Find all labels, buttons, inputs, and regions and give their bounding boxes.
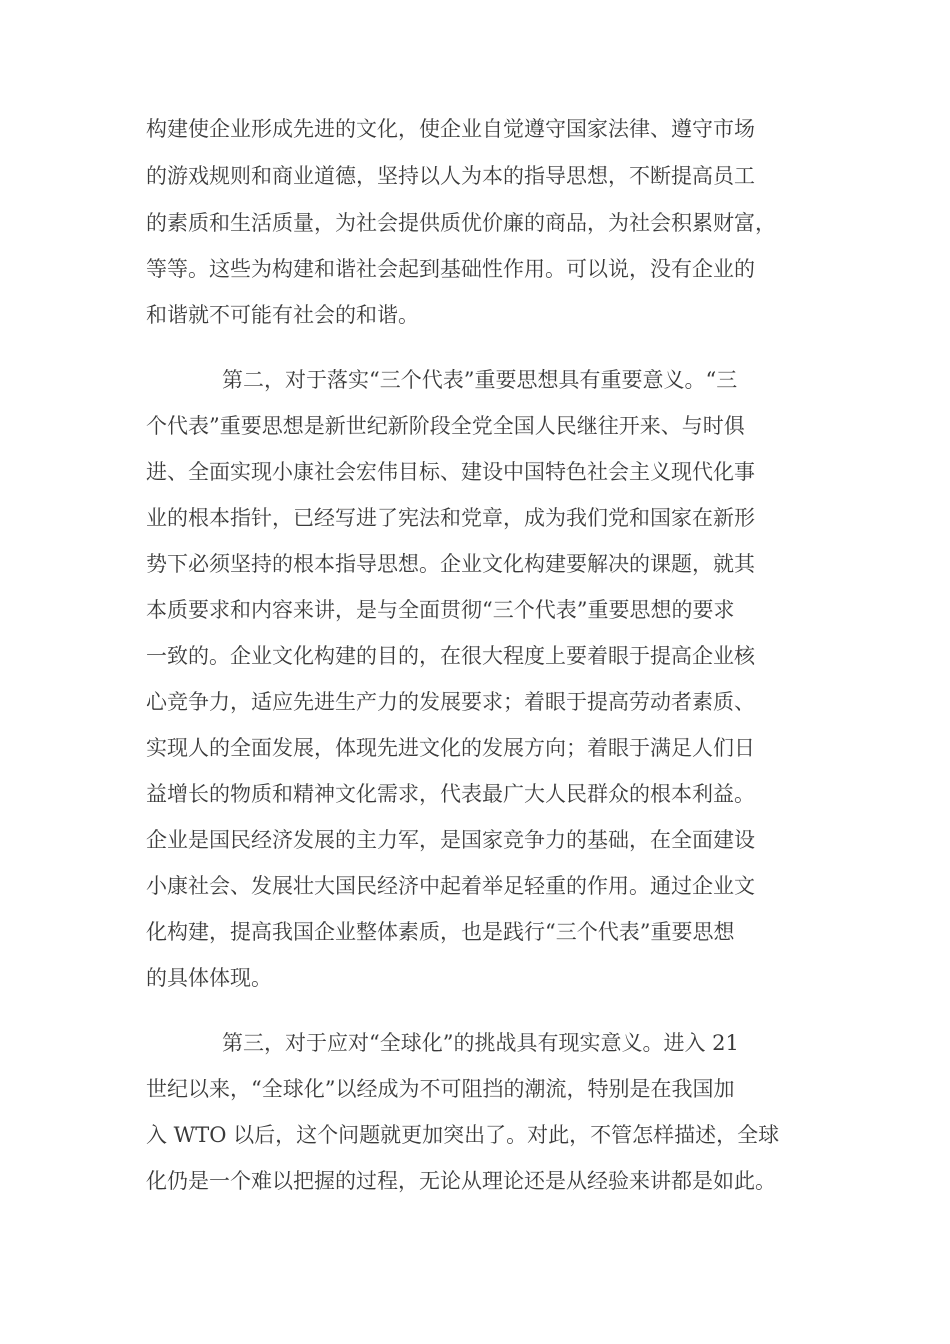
paragraph-line: 的具体体现。 [146,966,272,990]
paragraph-line: 一致的。企业文化构建的目的，在很大程度上要着眼于提高企业核 [146,644,755,668]
paragraph-line: 化构建，提高我国企业整体素质，也是践行“三个代表”重要思想 [146,920,735,944]
paragraph-line: 实现人的全面发展，体现先进文化的发展方向；着眼于满足人们日 [146,736,755,760]
paragraph-line: 入 WTO 以后，这个问题就更加突出了。对此，不管怎样描述，全球 [146,1123,780,1147]
paragraph-line: 构建使企业形成先进的文化，使企业自觉遵守国家法律、遵守市场 [146,117,755,141]
paragraph-line: 进、全面实现小康社会宏伟目标、建设中国特色社会主义现代化事 [146,460,755,484]
paragraph-line: 世纪以来，“全球化”以经成为不可阻挡的潮流，特别是在我国加 [146,1077,735,1101]
paragraph-line: 企业是国民经济发展的主力军，是国家竞争力的基础，在全面建设 [146,828,755,852]
paragraph-line: 本质要求和内容来讲，是与全面贯彻“三个代表”重要思想的要求 [146,598,735,622]
paragraph-line: 业的根本指针，已经写进了宪法和党章，成为我们党和国家在新形 [146,506,755,530]
paragraph-line: 势下必须坚持的根本指导思想。企业文化构建要解决的课题，就其 [146,552,755,576]
paragraph-line: 的游戏规则和商业道德，坚持以人为本的指导思想，不断提高员工 [146,164,755,188]
paragraph-line: 等等。这些为构建和谐社会起到基础性作用。可以说，没有企业的 [146,257,755,281]
paragraph-line: 小康社会、发展壮大国民经济中起着举足轻重的作用。通过企业文 [146,874,755,898]
paragraph-line: 的素质和生活质量，为社会提供质优价廉的商品，为社会积累财富， [146,211,776,235]
paragraph-line: 心竞争力，适应先进生产力的发展要求；着眼于提高劳动者素质、 [146,690,755,714]
paragraph-line: 化仍是一个难以把握的过程，无论从理论还是从经验来讲都是如此。 [146,1169,776,1193]
paragraph-line: 和谐就不可能有社会的和谐。 [146,303,419,327]
paragraph-line: 个代表”重要思想是新世纪新阶段全党全国人民继往开来、与时俱 [146,414,745,438]
paragraph-line: 第三，对于应对“全球化”的挑战具有现实意义。进入 21 [222,1031,739,1055]
paragraph-line: 益增长的物质和精神文化需求，代表最广大人民群众的根本利益。 [146,782,755,806]
paragraph-line: 第二，对于落实“三个代表”重要思想具有重要意义。“三 [222,368,738,392]
